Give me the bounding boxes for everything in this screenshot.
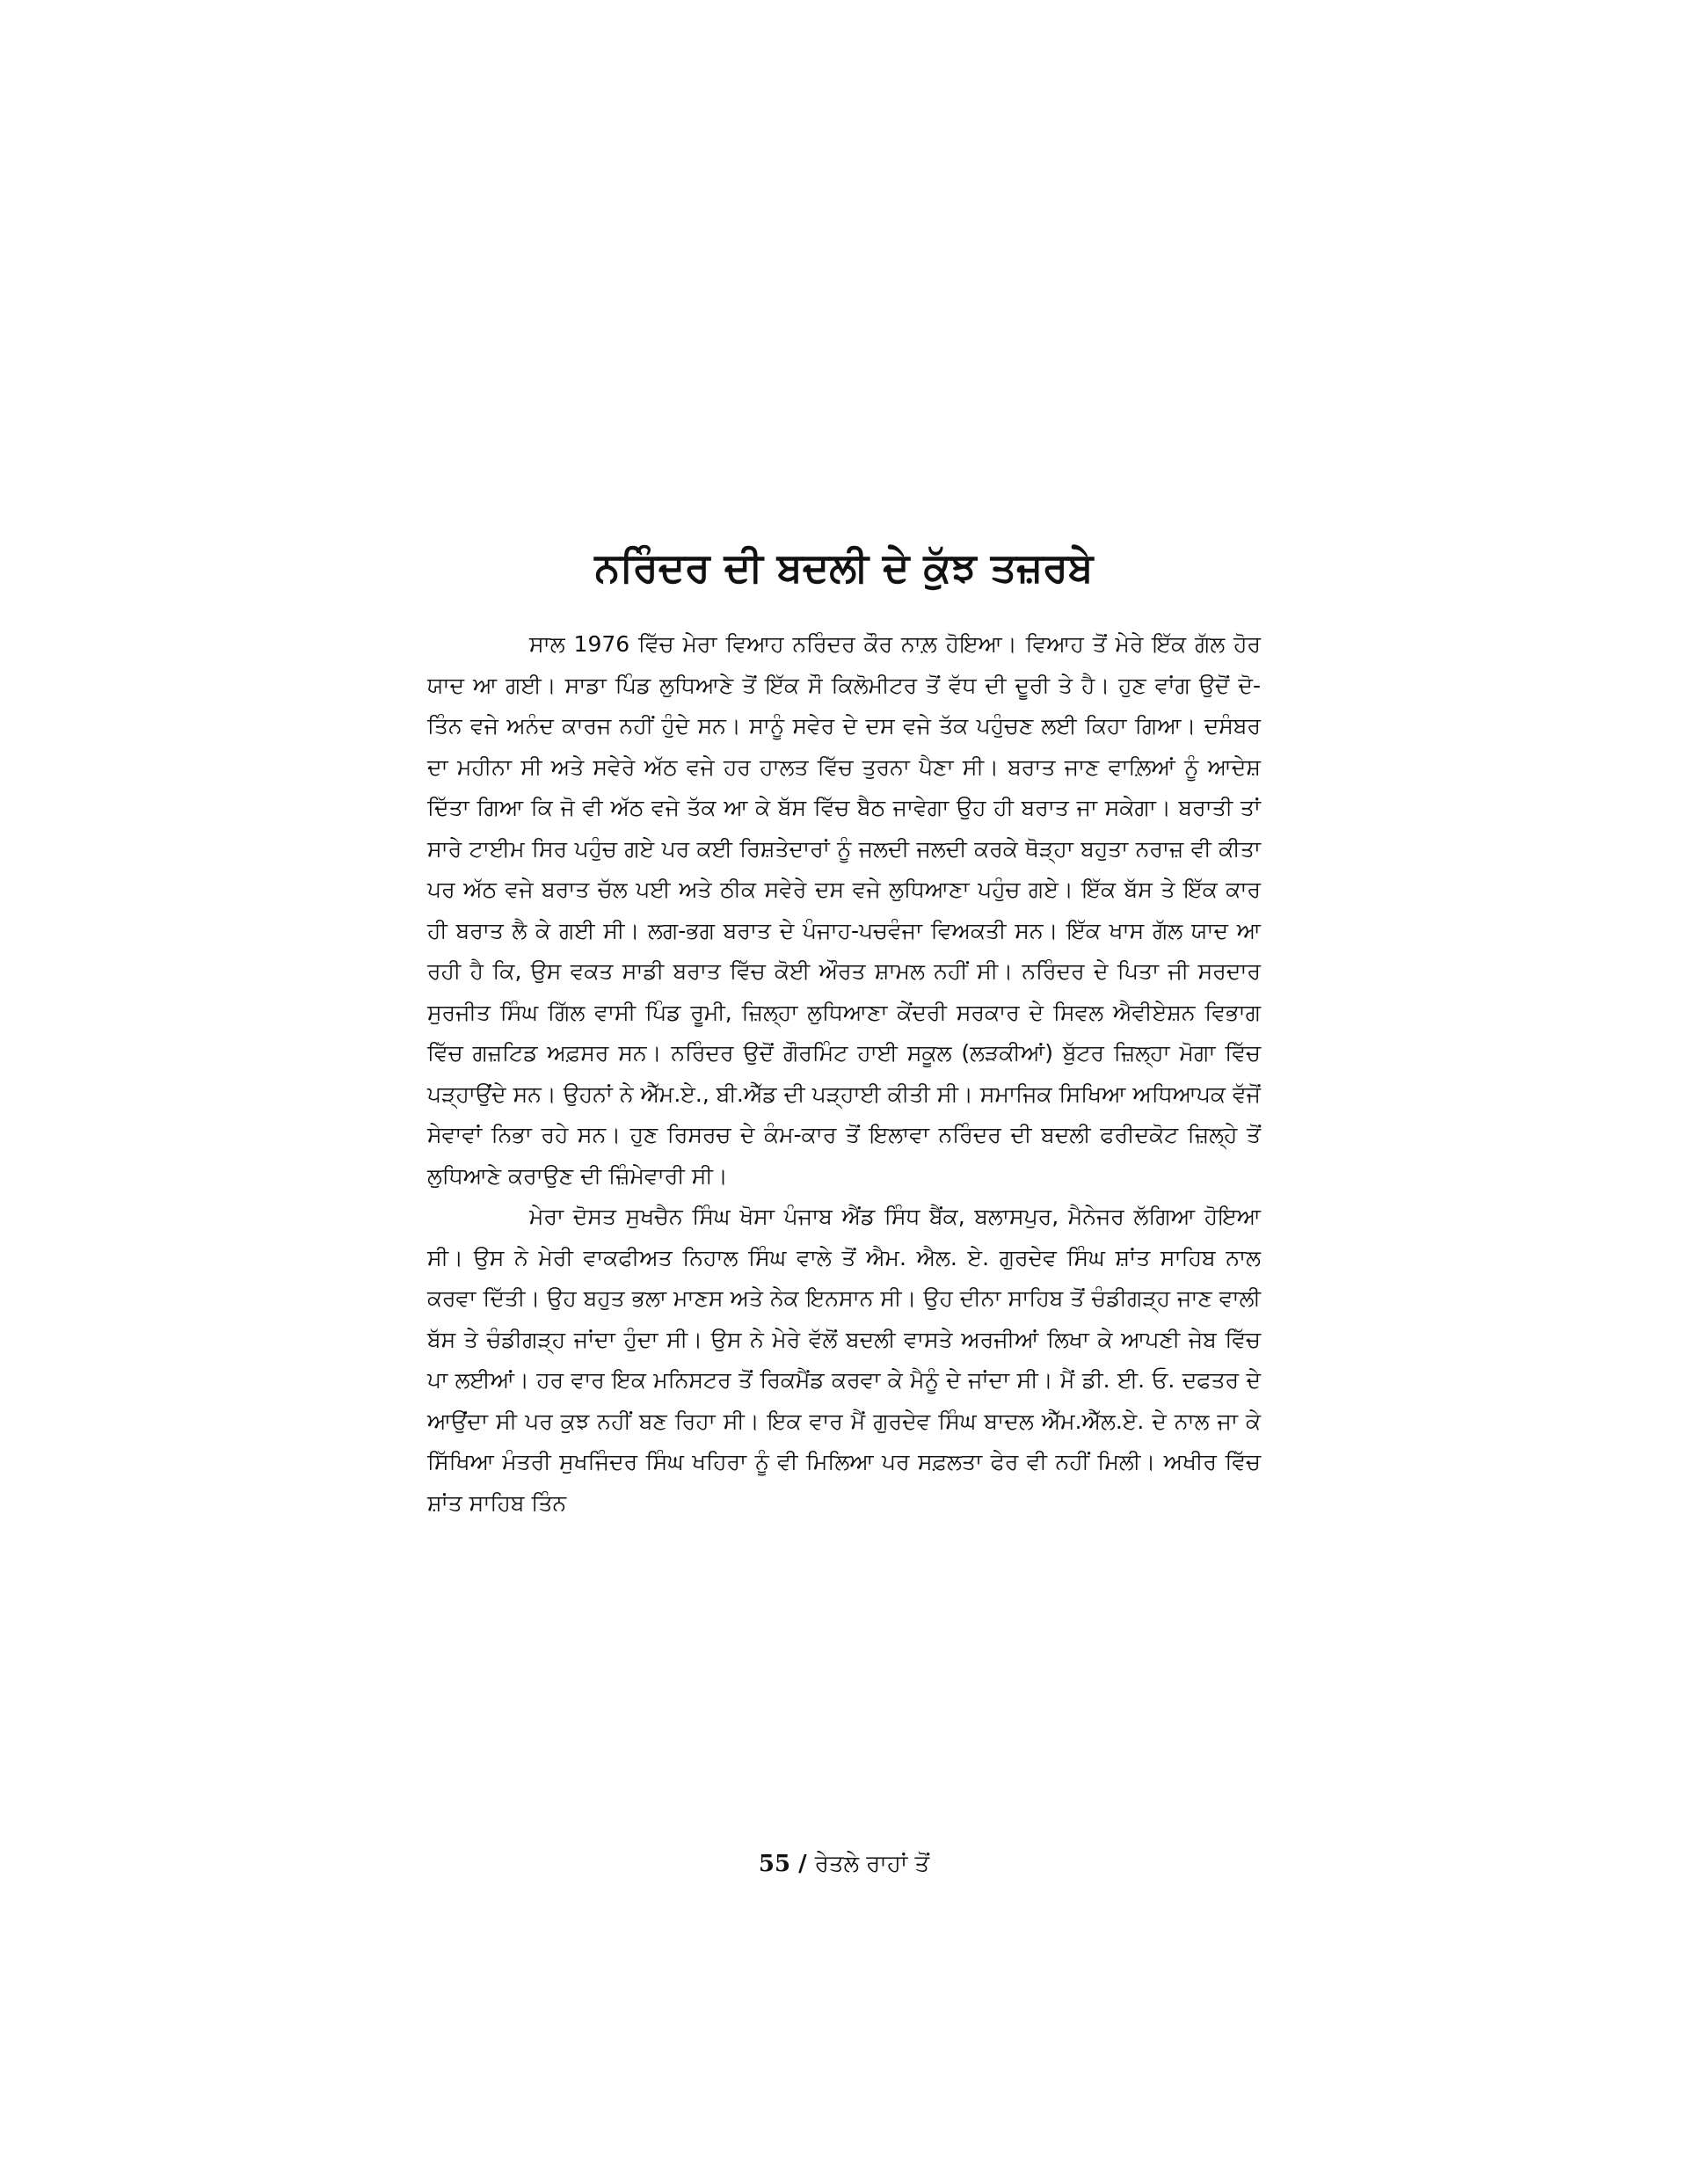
page-footer [422,1848,1266,1880]
paragraph-1: ਸਾਲ 1976 ਵਿੱਚ ਮੇਰਾ ਵਿਆਹ ਨਰਿੰਦਰ ਕੌਰ ਨਾਲ਼ ਹੋਇਆ। ਵਿਆਹ ਤੋਂ ਮੇਰੇ ਇੱਕ ਗੱਲ ਹੋਰ ਯਾਦ ਆ ਗਈ। ਸਾਡਾ ਪਿੰਡ ਲੁਧਿਆਣੇ ਤੋਂ ਇੱਕ ਸੌ ਕਿਲੋਮੀਟਰ ਤੋਂ ਵੱਧ ਦੀ ਦੂਰੀ ਤੇ ਹੈ। ਹੁਣ ਵਾਂਗ ਉਦੋਂ ਦੋ-ਤਿੰਨ ਵਜੇ ਅਨੰਦ ਕਾਰਜ ਨਹੀਂ ਹੁੰਦੇ ਸਨ। ਸਾਨੂੰ ਸਵੇਰ ਦੇ ਦਸ ਵਜੇ ਤੱਕ ਪਹੁੰਚਣ ਲਈ ਕਿਹਾ ਗਿਆ। ਦਸੰਬਰ ਦਾ ਮਹੀਨਾ ਸੀ ਅਤੇ ਸਵੇਰੇ ਅੱਠ ਵਜੇ ਹਰ ਹਾਲਤ ਵਿੱਚ ਤੁਰਨਾ ਪੈਣਾ ਸੀ। ਬਰਾਤ ਜਾਣ ਵਾਲ਼ਿਆਂ ਨੂੰ ਆਦੇਸ਼ ਦਿੱਤਾ ਗਿਆ ਕਿ ਜੋ ਵੀ ਅੱਠ ਵਜੇ ਤੱਕ ਆ ਕੇ ਬੱਸ ਵਿੱਚ ਬੈਠ ਜਾਵੇਗਾ ਉਹ ਹੀ ਬਰਾਤ ਜਾ ਸਕੇਗਾ। ਬਰਾਤੀ ਤਾਂ ਸਾਰੇ ਟਾਈਮ ਸਿਰ ਪਹੁੰਚ ਗਏ ਪਰ ਕਈ ਰਿਸ਼ਤੇਦਾਰਾਂ ਨੂੰ ਜਲਦੀ ਜਲਦੀ ਕਰਕੇ ਥੋੜ੍ਹਾ ਬਹੁਤਾ ਨਰਾਜ਼ ਵੀ ਕੀਤਾ ਪਰ ਅੱਠ ਵਜੇ ਬਰਾਤ ਚੱਲ ਪਈ ਅਤੇ ਠੀਕ ਸਵੇਰੇ ਦਸ ਵਜੇ ਲੁਧਿਆਣਾ ਪਹੁੰਚ ਗਏ। ਇੱਕ ਬੱਸ ਤੇ ਇੱਕ ਕਾਰ ਹੀ ਬਰਾਤ ਲੈ ਕੇ ਗਈ ਸੀ। ਲਗ-ਭਗ ਬਰਾਤ ਦੇ ਪੰਜਾਹ-ਪਚਵੰਜਾ ਵਿਅਕਤੀ ਸਨ। ਇੱਕ ਖਾਸ ਗੱਲ ਯਾਦ ਆ ਰਹੀ ਹੈ ਕਿ, ਉਸ ਵਕਤ ਸਾਡੀ ਬਰਾਤ ਵਿੱਚ ਕੋਈ ਔਰਤ ਸ਼ਾਮਲ ਨਹੀਂ ਸੀ। ਨਰਿੰਦਰ ਦੇ ਪਿਤਾ ਜੀ ਸਰਦਾਰ ਸੁਰਜੀਤ ਸਿੰਘ ਗਿੱਲ ਵਾਸੀ ਪਿੰਡ ਰੂਮੀ, ਜ਼ਿਲ੍ਹਾ ਲੁਧਿਆਣਾ ਕੇਂਦਰੀ ਸਰਕਾਰ ਦੇ ਸਿਵਲ ਐਵੀਏਸ਼ਨ ਵਿਭਾਗ ਵਿੱਚ ਗਜ਼ਟਿਡ ਅਫ਼ਸਰ ਸਨ। ਨਰਿੰਦਰ ਉਦੋਂ ਗੌਰਮਿੰਟ ਹਾਈ ਸਕੂਲ (ਲੜਕੀਆਂ) ਬੁੱਟਰ ਜ਼ਿਲ੍ਹਾ ਮੋਗਾ ਵਿੱਚ ਪੜ੍ਹਾਉਂਦੇ ਸਨ। ਉਹਨਾਂ ਨੇ ਐੱਮ.ਏ., ਬੀ.ਐੱਡ ਦੀ ਪੜ੍ਹਾਈ ਕੀਤੀ ਸੀ। ਸਮਾਜਿਕ ਸਿਖਿਆ ਅਧਿਆਪਕ ਵੱਜੋਂ ਸੇਵਾਵਾਂ ਨਿਭਾ ਰਹੇ ਸਨ। ਹੁਣ ਰਿਸਰਚ ਦੇ ਕੰਮ-ਕਾਰ ਤੋਂ ਇਲਾਵਾ ਨਰਿੰਦਰ ਦੀ ਬਦਲੀ ਫਰੀਦਕੋਟ ਜ਼ਿਲ੍ਹੇ ਤੋਂ ਲੁਧਿਆਣੇ ਕਰਾਉਣ ਦੀ ਜ਼ਿੰਮੇਵਾਰੀ ਸੀ। [427,631,1261,1189]
page-number: 55 [758,1851,791,1877]
footer-separator: / [790,1851,815,1877]
paragraph-2: ਮੇਰਾ ਦੋਸਤ ਸੁਖਚੈਨ ਸਿੰਘ ਖੋਸਾ ਪੰਜਾਬ ਐਂਡ ਸਿੰਧ ਬੈਂਕ, ਬਲਾਸਪੁਰ, ਮੈਨੇਜਰ ਲੱਗਿਆ ਹੋਇਆ ਸੀ। ਉਸ ਨੇ ਮੇਰੀ ਵਾਕਫੀਅਤ ਨਿਹਾਲ ਸਿੰਘ ਵਾਲੇ ਤੋਂ ਐਮ. ਐਲ. ਏ. ਗੁਰਦੇਵ ਸਿੰਘ ਸ਼ਾਂਤ ਸਾਹਿਬ ਨਾਲ ਕਰਵਾ ਦਿੱਤੀ। ਉਹ ਬਹੁਤ ਭਲਾ ਮਾਣਸ ਅਤੇ ਨੇਕ ਇਨਸਾਨ ਸੀ। ਉਹ ਦੀਨਾ ਸਾਹਿਬ ਤੋਂ ਚੰਡੀਗੜ੍ਹ ਜਾਣ ਵਾਲੀ ਬੱਸ ਤੇ ਚੰਡੀਗੜ੍ਹ ਜਾਂਦਾ ਹੁੰਦਾ ਸੀ। ਉਸ ਨੇ ਮੇਰੇ ਵੱਲੋਂ ਬਦਲੀ ਵਾਸਤੇ ਅਰਜੀਆਂ ਲਿਖਾ ਕੇ ਆਪਣੀ ਜੇਬ ਵਿੱਚ ਪਾ ਲਈਆਂ। ਹਰ ਵਾਰ ਇਕ ਮਨਿਸਟਰ ਤੋਂ ਰਿਕਮੈਂਡ ਕਰਵਾ ਕੇ ਮੈਨੂੰ ਦੇ ਜਾਂਦਾ ਸੀ। ਮੈਂ ਡੀ. ਈ. ਓ. ਦਫਤਰ ਦੇ ਆਉਂਦਾ ਸੀ ਪਰ ਕੁਝ ਨਹੀਂ ਬਣ ਰਿਹਾ ਸੀ। ਇਕ ਵਾਰ ਮੈਂ ਗੁਰਦੇਵ ਸਿੰਘ ਬਾਦਲ ਐੱਮ.ਐੱਲ.ਏ. ਦੇ ਨਾਲ ਜਾ ਕੇ ਸਿੱਖਿਆ ਮੰਤਰੀ ਸੁਖਜਿੰਦਰ ਸਿੰਘ ਖਹਿਰਾ ਨੂੰ ਵੀ ਮਿਲਿਆ ਪਰ ਸਫ਼ਲਤਾ ਫੇਰ ਵੀ ਨਹੀਂ ਮਿਲੀ। ਅਖੀਰ ਵਿੱਚ ਸ਼ਾਂਤ ਸਾਹਿਬ ਤਿੰਨ [427,1204,1261,1516]
body-text [427,624,1261,1524]
running-book-title: ਰੇਤਲੇ ਰਾਹਾਂ ਤੋਂ [814,1851,930,1877]
chapter-title: ਨਰਿੰਦਰ ਦੀ ਬਦਲੀ ਦੇ ਕੁੱਝ ਤਜ਼ਰਬੇ [594,543,1094,591]
